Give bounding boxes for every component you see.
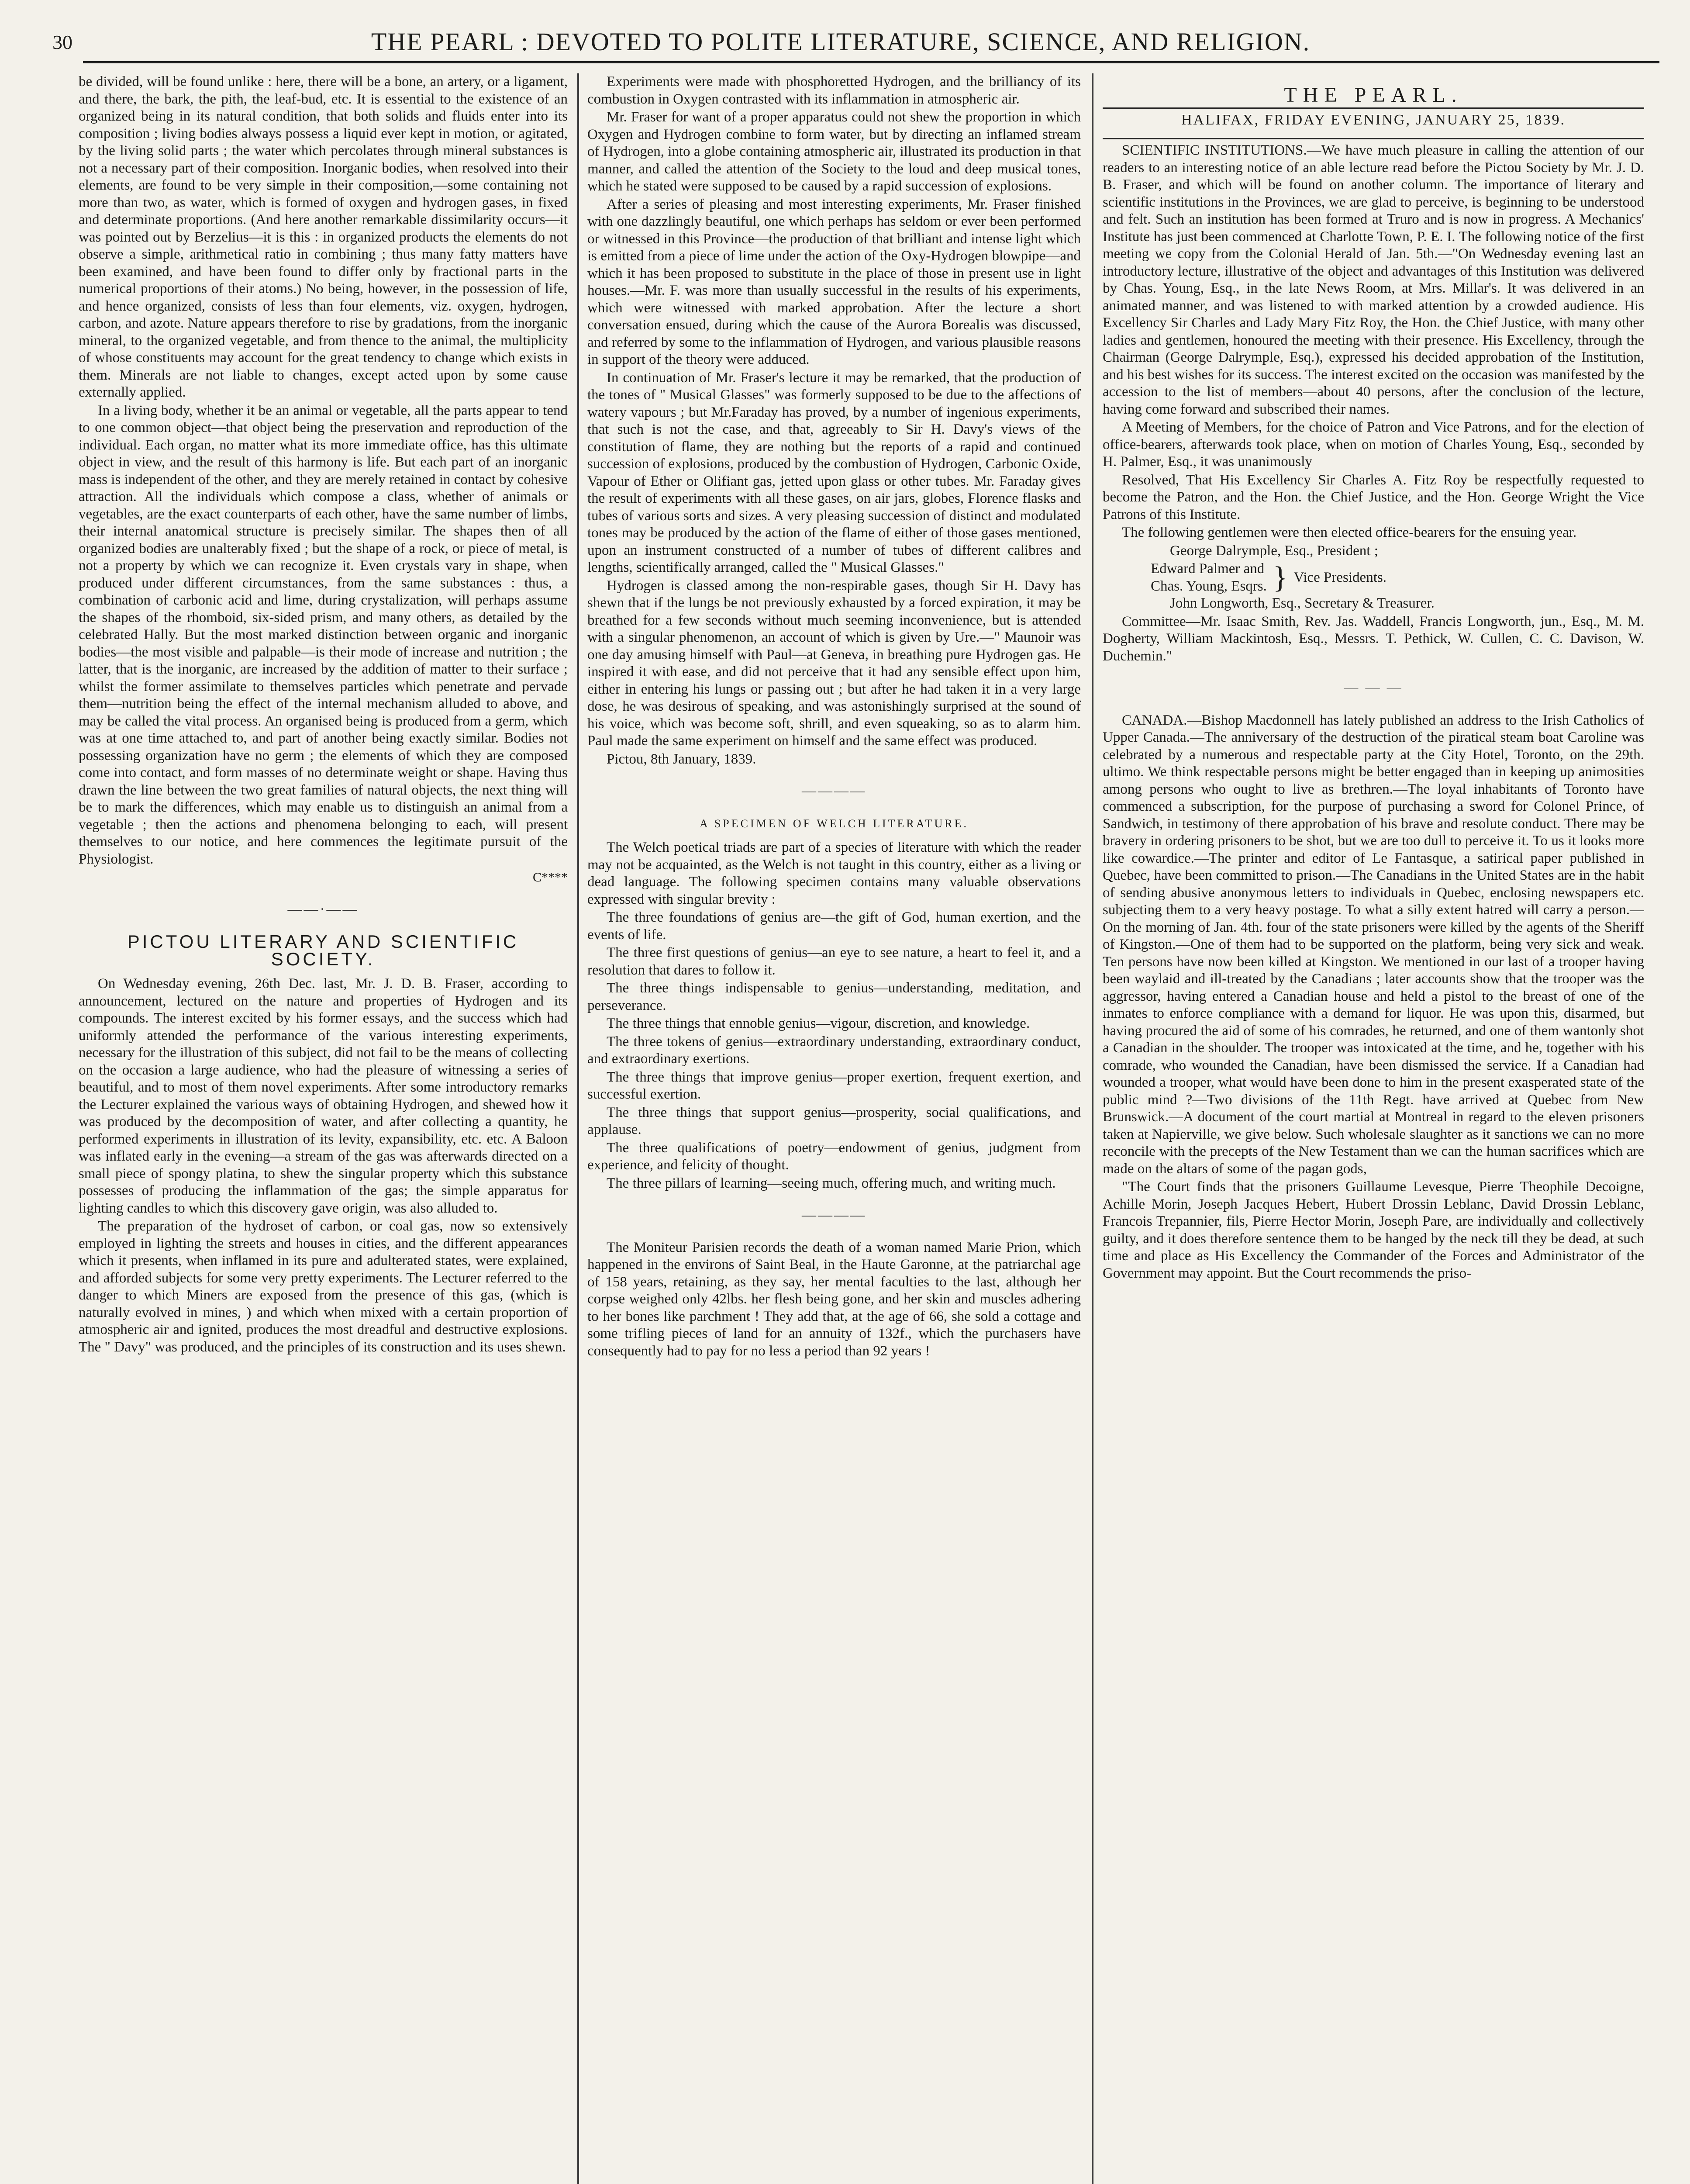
column-divider-2 bbox=[1092, 73, 1093, 2184]
article-paragraph: The preparation of the hydroset of carbon, or coal gas, now so extensively employed in lighting the streets and houses in cities, and the different appearances which it presents, when inflamed in its pure and adulterated states, were explained, and afforded subjects for some very pretty experiments. The Lecturer referred to the danger to which Miners are exposed from the presence of this gas, (which is naturally evolved in mines, ) and which when mixed with a certain proportion of atmospheric air and ignited, produces the most dreadful and destructive explosions. The " Davy" was produced, and the principles of its construction and its uses shewn. bbox=[79, 1218, 568, 1355]
ornamental-divider: ——·—— bbox=[287, 901, 359, 917]
vice-president-name: Edward Palmer and bbox=[1151, 561, 1265, 577]
triad-item: The three qualifications of poetry—endowment of genius, judgment from experience, and felicity of thought. bbox=[587, 1140, 1081, 1173]
officer-vice-presidents bbox=[1103, 560, 1644, 595]
vice-president-label: Vice Presidents. bbox=[1293, 569, 1386, 585]
article-paragraph: CANADA.—Bishop Macdonnell has lately published an address to the Irish Catholics of Upper Canada.—The anniversary of the destruction of the piratical steam boat Caroline was celebrated by a numerous and respectable party at the City Hotel, Toronto, on the 29th. ultimo. We think respectable persons might be better engaged than in keeping up animosities among persons who ought to live as brethren.—The loyal inhabitants of Toronto have commenced a subscription, for the purpose of purchasing a sword for Colonel Prince, of Sandwich, in testimony of there approbation of his brave and resolute conduct. There may be bravery in ordering prisoners to be shot, but we are too dull to perceive it. To us it looks more like cowardice.—The printer and editor of Le Fantasque, a satirical paper published in Quebec, have been committed to prison.—The Canadians in the United States are in the habit of sending abusive anonymous letters to individuals in Quebec, enclosing newspapers etc. subjecting them to a very heavy postage. To what a silly extent hatred will carry a person.—On the morning of Jan. 4th. four of the state prisoners were killed by the agents of the Sheriff of Kingston.—One of them had to be supported on the platform, being very sick and weak. Ten persons have now been killed at Kingston. We mentioned in our last of a trooper having been waylaid and ill-treated by the Canadians ; later accounts show that the trooper was the aggressor, having entered a Canadian house and held a pistol to the breast of one of the inmates to enforce compliance with a demand for liquor. He was upon this, disarmed, but having procured the aid of some of his comrades, he returned, and one of them wantonly shot a Canadian in the shoulder. The trooper was intoxicated at the time, and he, together with his comrade, who wounded the Canadian, have been dismissed the service. If a Canadian had wounded a trooper, what would have been done to him in the present exasperated state of the public mind ?—Two divisions of the 11th Regt. have arrived at Quebec from New Brunswick.—A document of the court martial at Montreal in regard to the eleven prisoners taken at Napierville, we give below. Such wholesale slaughter as it sanctions we can no more reconcile with the precepts of the New Testament than we can the human sacrifices which are made on the altars of some of the pagan gods, bbox=[1103, 712, 1644, 1177]
masthead-rule bbox=[1103, 107, 1644, 109]
article-paragraph: SCIENTIFIC INSTITUTIONS.—We have much pleasure in calling the attention of our readers to an interesting notice of an able lecture read before the Pictou Society by Mr. J. D. B. Fraser, and which will be found on another column. The importance of literary and scientific institutions in the Provinces, we are glad to perceive, is beginning to be understood and felt. Such an institution has been formed at Truro and is now in progress. A Mechanics' Institute has just been commenced at Charlotte Town, P. E. I. The following notice of the first meeting we copy from the Colonial Herald of Jan. 5th.—"On Wednesday evening last an introductory lecture, illustrative of the object and advantages of this Institution was delivered by Chas. Young, Esq., in the late News Room, at Mrs. Millar's. It was delivered in an animated manner, and was listened to with marked attention by a crowded audience. His Excellency Sir Charles and Lady Mary Fitz Roy, the Hon. the Chief Justice, with many other ladies and gentlemen, honoured the meeting with their presence. His Excellency, through the Chairman (George Dalrymple, Esq.), expressed his decided approbation of the Institution, and his best wishes for its success. The interest excited on the occasion was manifested by the accession to the list of members—about 40 persons, after the conclusion of the lecture, having come forward and subscribed their names. bbox=[1103, 142, 1644, 417]
ornamental-divider: — — — bbox=[1344, 680, 1403, 696]
page-number: 30 bbox=[52, 31, 72, 53]
officer-committee: Committee—Mr. Isaac Smith, Rev. Jas. Waddell, Francis Longworth, jun., Esq., M. M. Dogherty, William Mackintosh, Esq., Messrs. T. Pethick, W. Cullen, C. C. Davison, W. Duchemin." bbox=[1103, 613, 1644, 664]
ornamental-divider: ———— bbox=[802, 1207, 866, 1223]
column-3 bbox=[1103, 73, 1644, 2184]
article-paragraph: In a living body, whether it be an animal or vegetable, all the parts appear to tend to one common object—that object being the preservation and reproduction of the individual. Each organ, no matter what its more immediate office, has this ultimate object in view, and the result of this harmony is life. But each part of an inorganic mass is independent of the other, and they are merely retained in contact by cohesive attraction. All the individuals which compose a class, whether of animals or vegetables, are the exact counterparts of each other, have the same number of limbs, their internal anatomical structure is precisely similar. The shapes then of all organized bodies are unalterably fixed ; but the shape of a rock, or piece of metal, is not a property by which we can recognize it. Even crystals vary in shape, when produced under different circumstances, from the same substances : thus, a combination of carbonic acid and lime, during crystalization, will perhaps assume the shapes of the rhomboid, six-sided prism, and many others, as detailed by the celebrated Hally. But the most marked distinction between organic and inorganic bodies—the most visible and palpable—is their mode of increase and nutrition ; the latter, that is the inorganic, are increased by the addition of matter to their surface ; whilst the former assimilate to themselves particles which penetrate and pervade them—nutrition being the effect of the internal mechanism alluded to above, and may be called the vital process. An organised being is produced from a germ, which was at one time attached to, and part of another being exactly similar. Bodies not possessing organization have no germ ; the elements of which they are composed come into contact, and form masses of no determinate weight or shape. Having thus drawn the line between the two great families of natural objects, the next thing will be to mark the differences, which may enable us to distinguish an animal from a vegetable ; then the actions and phenomena belonging to each, will present themselves to our notice, and here commences the legitimate pursuit of the Physiologist. bbox=[79, 402, 568, 867]
article-paragraph: Experiments were made with phosphoretted Hydrogen, and the brilliancy of its combustion in Oxygen contrasted with its inflammation in atmospheric air. bbox=[587, 74, 1081, 107]
column-divider-1 bbox=[577, 73, 579, 2184]
article-paragraph: The following gentlemen were then elected office-bearers for the ensuing year. bbox=[1122, 525, 1577, 540]
section-title-pictou-society: PICTOU LITERARY AND SCIENTIFIC SOCIETY. bbox=[127, 931, 519, 969]
triad-item: The three tokens of genius—extraordinary understanding, extraordinary conduct, and extraordinary exertions. bbox=[587, 1033, 1081, 1067]
header-rule bbox=[83, 61, 1659, 63]
article-paragraph: After a series of pleasing and most interesting experiments, Mr. Fraser finished with one dazzlingly beautiful, one which perhaps has seldom or ever been performed or witnessed in this Province—the production of that brilliant and intense light which is emitted from a piece of lime under the action of the Oxy-Hydrogen blowpipe—and which it has been proposed to substitute in the place of those in present use in light houses.—Mr. F. was more than usually successful in the results of his experiments, which were witnessed with marked approbation. After the lecture a short conversation ensued, during which the cause of the Aurora Borealis was discussed, and referred by some to the inflammation of Hydrogen, and various plausible reasons in support of the theory were adduced. bbox=[587, 196, 1081, 367]
brace-glyph: } bbox=[1273, 560, 1288, 594]
article-paragraph: be divided, will be found unlike : here, there will be a bone, an artery, or a ligament, and there, the bark, the pith, the leaf-bud, etc. It is essential to the existence of an organized being in its natural condition, that both solids and fluids enter into its composition ; living bodies always possess a liquid ever kept in motion, or agitated, by the living solid parts ; the water which percolates through mineral substances is not a necessary part of their composition. Inorganic bodies, when resolved into their elements, are found to be very simple in their composition,—some containing not more than two, as water, which is formed of oxygen and hydrogen gases, in fixed and determinate proportions. (And here another remarkable dissimilarity occurs—it was pointed out by Berzelius—it is this : in organized products the elements do not observe a simple, arithmetical ratio in combining ; thus many fatty matters have been examined, and have been found to differ only by fractional parts in the numerical proportions of their atoms.) No being, however, in the possession of life, and hence organized, consists of less than four elements, viz. oxygen, hydrogen, carbon, and azote. Nature appears therefore to rise by gradations, from the inorganic mineral, to the organized vegetable, and from thence to the animal, the multiplicity of whose constituents may account for the great tendency to change which exists in them. Minerals are not liable to changes, except acted upon by some cause externally applied. bbox=[79, 74, 568, 400]
editorial-masthead: THE PEARL. bbox=[1284, 83, 1463, 107]
article-dateline: Pictou, 8th January, 1839. bbox=[607, 751, 756, 767]
article-paragraph: On Wednesday evening, 26th Dec. last, Mr. J. D. B. Fraser, according to announcement, lectured on the nature and properties of Hydrogen and its compounds. The interest excited by his former essays, and the success which had uniformly attended the performance of the various interesting experiments, necessary for the illustration of this subject, did not fail to be the means of collecting on the occasion a large audience, who had the pleasure of witnessing a series of beautiful, and to most of them novel experiments. After some introductory remarks the Lecturer explained the various ways of obtaining Hydrogen, and shewed how it was produced by the decomposition of water, and after collecting a quantity, he performed experiments in illustration of its levity, expansibility, etc. etc. A Baloon was inflated early in the evening—a stream of the gas was afterwards directed on a small piece of spongy platina, to shew the singular property which this substance possesses of producing the inflammation of the gas; the simple apparatus for lighting candles to which this discovery gave origin, was also alluded to. bbox=[79, 976, 568, 1216]
officer-secretary: John Longworth, Esq., Secretary & Treasurer. bbox=[1170, 595, 1435, 611]
triad-item: The three things that support genius—prosperity, social qualifications, and applause. bbox=[587, 1104, 1081, 1137]
ornamental-divider: ———— bbox=[802, 783, 866, 799]
article-paragraph: The Welch poetical triads are part of a species of literature with which the reader may not be acquainted, as the Welch is not taught in this country, either as a living or dead language. The following specimen contains many valuable observations expressed with singular brevity : bbox=[587, 840, 1081, 907]
triad-item: The three foundations of genius are—the gift of God, human exertion, and the events of life. bbox=[587, 909, 1081, 943]
triad-item: The three first questions of genius—an eye to see nature, a heart to feel it, and a resolution that dares to follow it. bbox=[587, 945, 1081, 978]
article-paragraph: Mr. Fraser for want of a proper apparatus could not shew the proportion in which Oxygen and Hydrogen combine to form water, but by directing an inflamed stream of Hydrogen, into a globe containing atmospheric air, illustrated its production in that manner, and called the attention of the Society to the loud and deep musical tones, which he stated were supposed to be caused by a rapid succession of explosions. bbox=[587, 109, 1081, 194]
triad-item: The three things that ennoble genius—vigour, discretion, and knowledge. bbox=[607, 1016, 1030, 1031]
section-title-welch-literature: A SPECIMEN OF WELCH LITERATURE. bbox=[699, 817, 969, 830]
column-2 bbox=[587, 73, 1081, 2184]
article-paragraph: Resolved, That His Excellency Sir Charles A. Fitz Roy be respectfully requested to become the Patron, and the Hon. the Chief Justice, and the Hon. George Wright the Vice Patrons of this Institute. bbox=[1103, 472, 1644, 522]
article-paragraph: "The Court finds that the prisoners Guillaume Levesque, Pierre Theophile Decoigne, Achille Morin, Joseph Jacques Hebert, Hubert Drossin Leblanc, David Drossin Leblanc, Francois Trepannier, fils, Pierre Hector Morin, Joseph Pare, are individually and collectively guilty, and it does therefore sentence them to be hanged by the neck till they be dead, at such time and place as His Excellency the Commander of the Forces and Administrator of the Government may appoint. But the Court recommends the priso- bbox=[1103, 1179, 1644, 1281]
triad-item: The three things that improve genius—proper exertion, frequent exertion, and successful exertion. bbox=[587, 1069, 1081, 1102]
column-1 bbox=[79, 73, 568, 2184]
editorial-dateline: HALIFAX, FRIDAY EVENING, JANUARY 25, 1839. bbox=[1181, 111, 1566, 128]
article-paragraph: The Moniteur Parisien records the death of a woman named Marie Prion, which happened in the environs of Saint Beal, in the Haute Garonne, at the patriarchal age of 158 years, retaining, as they say, her mental faculties to the last, although her corpse weighed only 42lbs. her flesh being gone, and her skin and muscles adhering to her bones like parchment ! They add that, at the age of 66, she sold a cottage and some trifling pieces of land for an annuity of 132f., which the purchasers have consequently had to pay for no less a period than 92 years ! bbox=[587, 1239, 1081, 1359]
page-header: THE PEARL : DEVOTED TO POLITE LITERATURE, SCIENCE, AND RELIGION. bbox=[371, 28, 1311, 56]
article-paragraph: In continuation of Mr. Fraser's lecture it may be remarked, that the production of the tones of " Musical Glasses" was formerly supposed to be due to the affections of watery vapours ; but Mr.Faraday has proved, by a number of ingenious experiments, that such is not the case, and that, agreeably to Sir H. Davy's views of the constitution of flame, they are nothing but the reports of a rapid and continued succession of explosions, produced by the combustion of Hydrogen, Carbonic Oxide, Vapour of Ether or Olifiant gas, jetted upon glass or other tubes. Mr. Faraday gives the result of experiments with all these gases, on air jars, globes, Florence flasks and tubes of various sorts and sizes. A very pleasing succession of distinct and modulated tones may be produced by the action of the flame of either of those gases mentioned, upon an instrument constructed of a number of tubes of different calibres and lengths, scientifically arranged, called the " Musical Glasses." bbox=[587, 370, 1081, 575]
masthead-rule bbox=[1103, 138, 1644, 139]
triad-item: The three pillars of learning—seeing much, offering much, and writing much. bbox=[607, 1175, 1056, 1191]
article-signature: C**** bbox=[532, 870, 568, 885]
article-paragraph: A Meeting of Members, for the choice of Patron and Vice Patrons, and for the election of office-bearers, afterwards took place, when on motion of Charles Young, Esq., seconded by H. Palmer, Esq., it was unanimously bbox=[1103, 419, 1644, 470]
vice-president-name: Chas. Young, Esqrs. bbox=[1151, 578, 1267, 594]
article-paragraph: Hydrogen is classed among the non-respirable gases, though Sir H. Davy has shewn that if the lungs be not previously exhausted by a forced expiration, it may be breathed for a few seconds without much seeming inconvenience, but is attended with a singular phenomenon, an account of which is given by Ure.—" Maunoir was one day amusing himself with Paul—at Geneva, in breathing pure Hydrogen gas. He inspired it with ease, and did not perceive that it had any sensible effect upon him, either in entering his lungs or passing out ; but after he had taken it in a very large dose, he was desirous of speaking, and was astonishingly surprised at the sound of his voice, which was become soft, shrill, and even squeaking, so as to alarm him. Paul made the same experiment on himself and the same effect was produced. bbox=[587, 577, 1081, 749]
officer-president: George Dalrymple, Esq., President ; bbox=[1170, 543, 1378, 559]
triad-item: The three things indispensable to genius—understanding, meditation, and perseverance. bbox=[587, 980, 1081, 1013]
